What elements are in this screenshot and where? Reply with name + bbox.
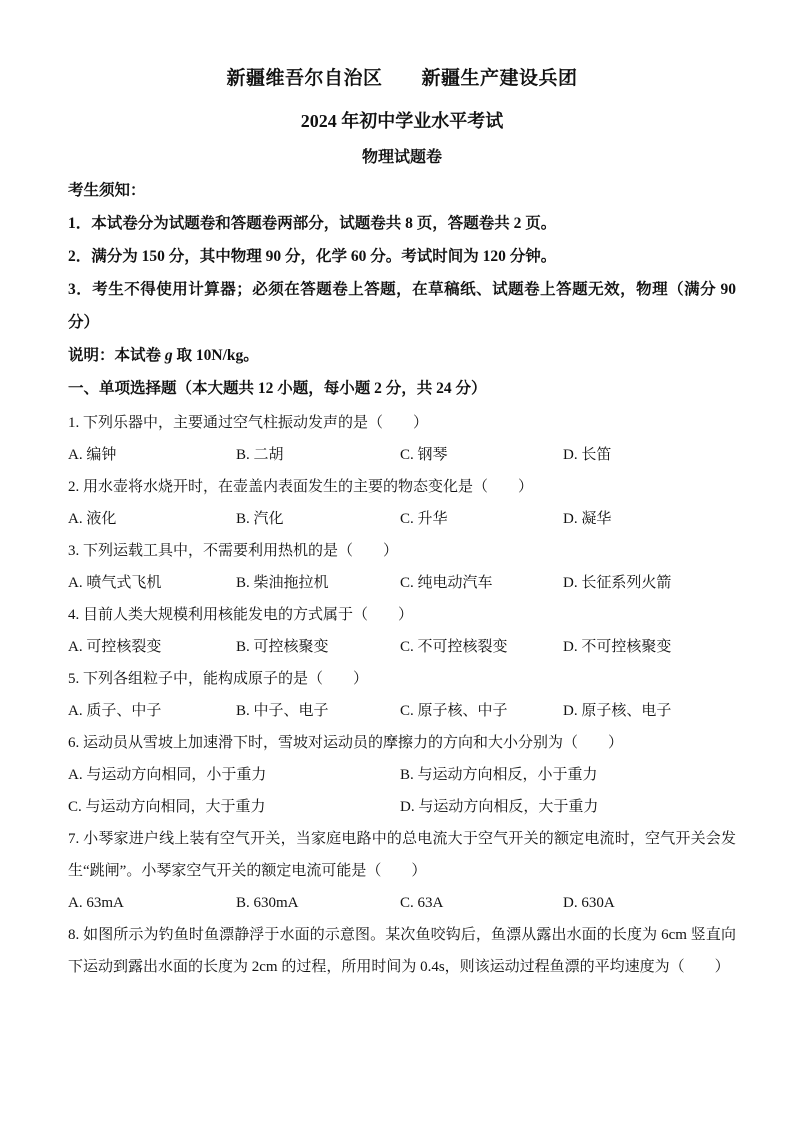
question-2-stem: 2. 用水壶将水烧开时，在壶盖内表面发生的主要的物态变化是（ ）	[68, 479, 534, 495]
question-3-option-b: B. 柴油拖拉机	[236, 575, 329, 591]
question-7-option-a: A. 63mA	[68, 895, 124, 911]
question-1-option-d: D. 长笛	[563, 447, 612, 463]
question-1-options	[68, 439, 736, 471]
question-5-option-c: C. 原子核、中子	[400, 703, 508, 719]
question-2-option-c: C. 升华	[400, 511, 448, 527]
question-6	[68, 727, 736, 823]
exam-subject-title: 物理试题卷	[361, 149, 442, 166]
question-8-stem: 8. 如图所示为钓鱼时鱼漂静浮于水面的示意图。某次鱼咬钩后，鱼漂从露出水面的长度为 6cm 竖直向下运动到露出水面的长度为 2cm 的过程，所用时间为 0.4s，则该运动过程鱼漂的平均速度为（ ）	[68, 927, 736, 975]
note-suffix: 取 10N/kg。	[172, 347, 259, 364]
question-7-option-b: B. 630mA	[236, 895, 299, 911]
note-prefix: 说明：本试卷	[68, 347, 165, 364]
exam-title-region: 新疆维吾尔自治区 新疆生产建设兵团	[226, 68, 578, 89]
question-3-options	[68, 567, 736, 599]
question-4-option-a: A. 可控核裂变	[68, 639, 162, 655]
notice-note	[68, 339, 736, 372]
question-list	[68, 407, 736, 983]
question-5-options	[68, 695, 736, 727]
question-4-options	[68, 631, 736, 663]
question-7-option-d: D. 630A	[563, 895, 615, 911]
question-4-stem: 4. 目前人类大规模利用核能发电的方式属于（ ）	[68, 607, 414, 623]
question-4-option-c: C. 不可控核裂变	[400, 639, 508, 655]
question-1-stem: 1. 下列乐器中，主要通过空气柱振动发声的是（ ）	[68, 415, 429, 431]
notice-item-1: 1．本试卷分为试题卷和答题卷两部分，试题卷共 8 页，答题卷共 2 页。	[68, 215, 557, 232]
question-4	[68, 599, 736, 663]
question-1-option-a: A. 编钟	[68, 447, 117, 463]
question-6-option-d: D. 与运动方向相反，大于重力	[400, 799, 599, 815]
question-4-option-d: D. 不可控核聚变	[563, 639, 672, 655]
question-6-option-c: C. 与运动方向相同，大于重力	[68, 799, 266, 815]
question-7-options	[68, 887, 736, 919]
question-2	[68, 471, 736, 535]
candidate-notice-block	[68, 174, 736, 372]
notice-item-2: 2．满分为 150 分，其中物理 90 分，化学 60 分。考试时间为 120 分钟。	[68, 248, 557, 265]
question-1	[68, 407, 736, 471]
question-8	[68, 919, 736, 983]
question-7	[68, 823, 736, 919]
note-gravity-symbol: g	[164, 347, 173, 364]
question-6-option-a: A. 与运动方向相同，小于重力	[68, 767, 267, 783]
question-2-option-b: B. 汽化	[236, 511, 284, 527]
question-5-option-d: D. 原子核、电子	[563, 703, 672, 719]
question-3-option-a: A. 喷气式飞机	[68, 575, 162, 591]
section-1-heading: 一、单项选择题（本大题共 12 小题，每小题 2 分，共 24 分）	[68, 380, 487, 397]
question-2-options	[68, 503, 736, 535]
question-1-option-b: B. 二胡	[236, 447, 284, 463]
question-3	[68, 535, 736, 599]
question-7-option-c: C. 63A	[400, 895, 444, 911]
question-2-option-a: A. 液化	[68, 511, 117, 527]
question-5-stem: 5. 下列各组粒子中，能构成原子的是（ ）	[68, 671, 369, 687]
question-1-option-c: C. 钢琴	[400, 447, 448, 463]
question-7-stem: 7. 小琴家进户线上装有空气开关，当家庭电路中的总电流大于空气开关的额定电流时，空气开关会发生“跳闸”。小琴家空气开关的额定电流可能是（ ）	[68, 831, 736, 879]
notice-item-3: 3．考生不得使用计算器；必须在答题卷上答题，在草稿纸、试题卷上答题无效，物理（满分 90 分）	[68, 281, 736, 331]
notice-heading: 考生须知：	[68, 182, 146, 199]
question-6-option-b: B. 与运动方向相反，小于重力	[400, 767, 598, 783]
question-4-option-b: B. 可控核聚变	[236, 639, 329, 655]
question-5-option-b: B. 中子、电子	[236, 703, 329, 719]
question-3-option-d: D. 长征系列火箭	[563, 575, 672, 591]
question-6-options	[68, 759, 736, 823]
question-6-stem: 6. 运动员从雪坡上加速滑下时，雪坡对运动员的摩擦力的方向和大小分别为（ ）	[68, 735, 624, 751]
exam-title-year: 2024 年初中学业水平考试	[300, 111, 504, 131]
question-5-option-a: A. 质子、中子	[68, 703, 162, 719]
question-2-option-d: D. 凝华	[563, 511, 612, 527]
question-3-stem: 3. 下列运载工具中，不需要利用热机的是（ ）	[68, 543, 399, 559]
question-3-option-c: C. 纯电动汽车	[400, 575, 493, 591]
question-5	[68, 663, 736, 727]
